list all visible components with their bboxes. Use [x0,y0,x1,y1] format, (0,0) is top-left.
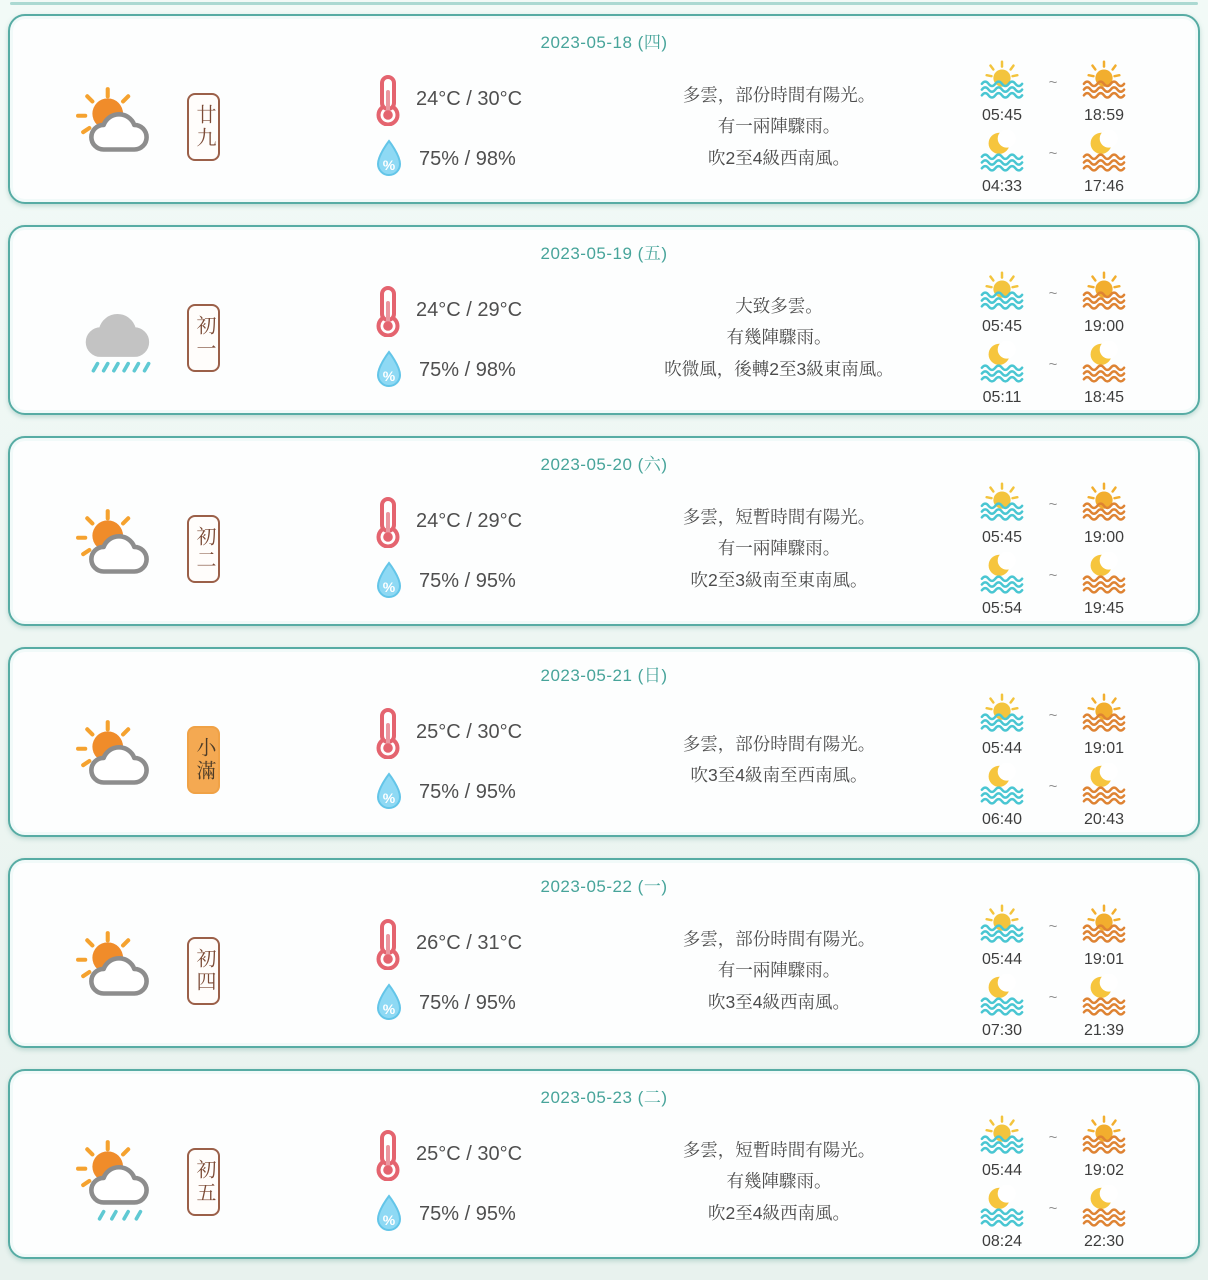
sun-moon-times [966,1114,1172,1251]
range-tilde: ~ [1048,777,1058,795]
card-body [34,475,1174,623]
sun-moon-times [966,481,1172,618]
sun-moon-times [966,903,1172,1040]
humidity-metric [374,561,592,603]
sunset-icon [1081,270,1127,317]
partly-cloudy-icon [68,82,172,172]
temp-humidity-block [374,496,592,603]
sunrise-time: 05:44 [981,950,1023,968]
range-tilde: ~ [1048,355,1058,373]
svg-text:%: % [382,1211,396,1228]
sun-times-row [966,270,1172,336]
lunar-day-badge: 廿九 [187,93,220,161]
humidity-range: 75% / 95% [419,781,516,803]
sunrise-time: 05:45 [981,528,1023,546]
description-line: 吹微風，後轉2至3級東南風。 [664,358,894,379]
sunset-icon [1081,692,1127,739]
moonset-time: 22:30 [1083,1232,1125,1250]
moonrise-icon [979,1185,1025,1232]
forecast-card [8,225,1200,415]
range-tilde: ~ [1048,706,1058,724]
sunset-icon [1081,1114,1127,1161]
description-line: 吹2至3級南至東南風。 [690,569,868,590]
lunar-day-badge: 小滿 [187,726,220,794]
svg-text:%: % [382,156,396,173]
moonset-icon [1081,130,1127,177]
moon-times-row [966,974,1172,1040]
description-line: 吹2至4級西南風。 [708,147,850,168]
moonset-time: 19:45 [1083,599,1125,617]
weather-and-lunar [68,1137,256,1227]
humidity-droplet-icon [374,772,404,814]
sun-moon-times [966,692,1172,829]
forecast-card [8,1069,1200,1259]
temperature-range: 24°C / 29°C [416,510,523,532]
range-tilde: ~ [1048,73,1058,91]
humidity-droplet-icon [374,139,404,181]
svg-text:%: % [382,1000,396,1017]
partly-cloudy-icon [68,715,172,805]
thermometer-icon [374,918,401,970]
humidity-droplet-icon [374,350,404,392]
sunrise-time: 05:44 [981,1161,1023,1179]
forecast-card [8,858,1200,1048]
temperature-range: 24°C / 30°C [416,88,523,110]
weather-and-lunar [68,926,256,1016]
temperature-metric [374,285,592,337]
sunset-time: 19:00 [1083,528,1125,546]
lunar-day-badge: 初一 [187,304,220,372]
card-body [34,53,1174,201]
description-line: 多雲，部份時間有陽光。 [682,85,876,106]
description-line: 大致多雲。 [735,296,823,317]
lunar-day-badge: 初四 [187,937,220,1005]
sun-times-row [966,59,1172,125]
temperature-metric [374,496,592,548]
thermometer-icon [374,74,401,126]
sunrise-icon [979,692,1025,739]
range-tilde: ~ [1048,1128,1058,1146]
moonset-time: 20:43 [1083,810,1125,828]
range-tilde: ~ [1048,988,1058,1006]
card-body [34,264,1174,412]
moonrise-time: 06:40 [981,810,1023,828]
moon-times-row [966,552,1172,618]
range-tilde: ~ [1048,1199,1058,1217]
description-line: 有幾陣驟雨。 [726,327,832,348]
sun-moon-times [966,59,1172,196]
moonset-icon [1081,1185,1127,1232]
description-line: 多雲，短暫時間有陽光。 [682,507,876,528]
temperature-range: 25°C / 30°C [416,1143,523,1165]
temp-humidity-block [374,74,592,181]
temperature-metric [374,74,592,126]
previous-card-bottom-edge [10,2,1198,5]
lunar-day-badge: 初二 [187,515,220,583]
sunset-icon [1081,59,1127,106]
forecast-card [8,14,1200,204]
sunrise-icon [979,481,1025,528]
sunrise-icon [979,1114,1025,1161]
description-line: 吹3至4級西南風。 [708,991,850,1012]
temperature-range: 24°C / 29°C [416,299,523,321]
moon-times-row [966,130,1172,196]
partly-cloudy-rain-icon [68,1137,172,1227]
moon-times-row [966,763,1172,829]
weather-and-lunar [68,504,256,594]
humidity-droplet-icon [374,1194,404,1236]
moonrise-time: 07:30 [981,1021,1023,1039]
thermometer-icon [374,1129,401,1181]
humidity-range: 75% / 98% [419,359,516,381]
temperature-metric [374,918,592,970]
card-date: 2023-05-23 (二) [540,1088,668,1107]
humidity-droplet-icon [374,983,404,1025]
card-date: 2023-05-21 (日) [540,666,668,685]
humidity-metric [374,772,592,814]
temperature-range: 25°C / 30°C [416,721,523,743]
moonrise-icon [979,974,1025,1021]
description-line: 多雲，短暫時間有陽光。 [682,1140,876,1161]
description-line: 有一兩陣驟雨。 [717,538,841,559]
moonrise-time: 05:54 [981,599,1023,617]
thermometer-icon [374,707,401,759]
humidity-metric [374,983,592,1025]
cloudy-rain-icon [68,293,172,383]
sunset-time: 19:02 [1083,1161,1125,1179]
moonrise-time: 05:11 [982,388,1022,406]
description-line: 多雲，部份時間有陽光。 [682,929,876,950]
moonrise-time: 08:24 [981,1232,1023,1250]
sun-times-row [966,481,1172,547]
svg-text:%: % [382,367,396,384]
moonrise-icon [979,552,1025,599]
sunset-time: 19:01 [1083,950,1125,968]
moonrise-icon [979,763,1025,810]
thermometer-icon [374,285,401,337]
forecast-card [8,647,1200,837]
range-tilde: ~ [1048,284,1058,302]
humidity-range: 75% / 98% [419,148,516,170]
sunrise-icon [979,903,1025,950]
card-date: 2023-05-22 (一) [540,877,668,896]
moonset-icon [1081,552,1127,599]
humidity-metric [374,139,592,181]
card-body [34,897,1174,1045]
sunset-time: 19:00 [1083,317,1125,335]
temp-humidity-block [374,285,592,392]
humidity-metric [374,1194,592,1236]
weather-and-lunar [68,82,256,172]
forecast-description [592,80,966,173]
card-date: 2023-05-19 (五) [540,244,668,263]
range-tilde: ~ [1048,566,1058,584]
range-tilde: ~ [1048,495,1058,513]
moonrise-icon [979,341,1025,388]
moonset-icon [1081,763,1127,810]
humidity-droplet-icon [374,561,404,603]
card-date: 2023-05-18 (四) [540,33,668,52]
moonset-time: 17:46 [1083,177,1125,195]
description-line: 有一兩陣驟雨。 [717,960,841,981]
weather-and-lunar [68,715,256,805]
forecast-card-list [8,14,1200,1259]
moon-times-row [966,341,1172,407]
weather-and-lunar [68,293,256,383]
sun-times-row [966,692,1172,758]
card-date: 2023-05-20 (六) [540,455,668,474]
range-tilde: ~ [1048,917,1058,935]
description-line: 吹2至4級西南風。 [708,1202,850,1223]
moon-times-row [966,1185,1172,1251]
sunset-time: 18:59 [1083,106,1125,124]
sunrise-time: 05:44 [981,739,1023,757]
humidity-range: 75% / 95% [419,570,516,592]
lunar-day-badge: 初五 [187,1148,220,1216]
moonrise-icon [979,130,1025,177]
forecast-description [592,729,966,791]
forecast-description [592,291,966,384]
sun-times-row [966,903,1172,969]
description-line: 有一兩陣驟雨。 [717,116,841,137]
card-body [34,686,1174,834]
temp-humidity-block [374,707,592,814]
sunset-icon [1081,481,1127,528]
partly-cloudy-icon [68,504,172,594]
partly-cloudy-icon [68,926,172,1016]
moonset-time: 21:39 [1083,1021,1125,1039]
svg-text:%: % [382,789,396,806]
range-tilde: ~ [1048,144,1058,162]
card-body [34,1108,1174,1256]
svg-text:%: % [382,578,396,595]
forecast-description [592,502,966,595]
forecast-description [592,1135,966,1228]
description-line: 有幾陣驟雨。 [726,1171,832,1192]
temperature-metric [374,1129,592,1181]
temperature-metric [374,707,592,759]
sunrise-time: 05:45 [981,317,1023,335]
moonrise-time: 04:33 [981,177,1023,195]
humidity-metric [374,350,592,392]
moonset-time: 18:45 [1083,388,1125,406]
description-line: 吹3至4級南至西南風。 [690,765,868,785]
sun-times-row [966,1114,1172,1180]
moonset-icon [1081,341,1127,388]
sunrise-time: 05:45 [981,106,1023,124]
sunrise-icon [979,270,1025,317]
temp-humidity-block [374,918,592,1025]
sunset-icon [1081,903,1127,950]
thermometer-icon [374,496,401,548]
forecast-card [8,436,1200,626]
description-line: 多雲，部份時間有陽光。 [682,733,876,754]
humidity-range: 75% / 95% [419,1203,516,1225]
sun-moon-times [966,270,1172,407]
sunset-time: 19:01 [1083,739,1125,757]
humidity-range: 75% / 95% [419,992,516,1014]
forecast-description [592,924,966,1017]
temp-humidity-block [374,1129,592,1236]
temperature-range: 26°C / 31°C [416,932,523,954]
moonset-icon [1081,974,1127,1021]
sunrise-icon [979,59,1025,106]
